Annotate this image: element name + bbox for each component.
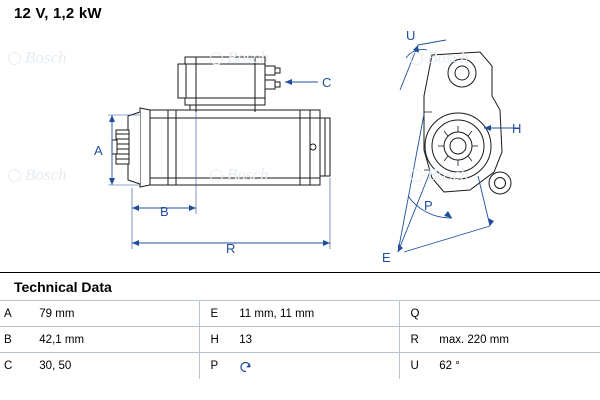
watermark-bosch: Bosch <box>210 48 269 68</box>
row-value-u: 62 ° <box>435 353 600 379</box>
bosch-logo-icon <box>210 52 223 65</box>
bosch-logo-icon <box>210 169 223 182</box>
row-value-e: 11 mm, 11 mm <box>235 301 400 327</box>
label-A: A <box>94 143 103 158</box>
row-key-p: P <box>200 353 235 379</box>
table-row <box>0 353 600 379</box>
row-key-e: E <box>200 301 235 327</box>
label-H: H <box>512 121 522 136</box>
technical-data-table <box>0 300 600 379</box>
row-key-c: C <box>0 353 35 379</box>
row-value-h: 13 <box>235 327 400 353</box>
page-title: 12 V, 1,2 kW <box>14 5 102 22</box>
row-value-a: 79 mm <box>35 301 200 327</box>
rotation-clockwise-icon <box>239 360 253 374</box>
row-key-u: U <box>400 353 435 379</box>
bosch-logo-icon <box>410 169 423 182</box>
label-U: U <box>406 28 416 43</box>
watermark-bosch: Bosch <box>8 165 67 185</box>
technical-data-section <box>0 272 600 379</box>
row-key-a: A <box>0 301 35 327</box>
row-value-q <box>435 301 600 327</box>
row-value-b: 42,1 mm <box>35 327 200 353</box>
row-key-r: R <box>400 327 435 353</box>
row-value-r: max. 220 mm <box>435 327 600 353</box>
row-key-h: H <box>200 327 235 353</box>
watermark-bosch: Bosch <box>410 165 469 185</box>
row-key-q: Q <box>400 301 435 327</box>
label-E: E <box>382 250 391 265</box>
row-value-p <box>235 353 400 379</box>
label-P: P <box>424 198 433 213</box>
row-value-c: 30, 50 <box>35 353 200 379</box>
label-B: B <box>160 204 169 219</box>
table-row <box>0 327 600 353</box>
bosch-logo-icon <box>8 169 21 182</box>
bosch-logo-icon <box>410 52 423 65</box>
label-R: R <box>226 241 236 256</box>
watermark-bosch: Bosch <box>8 48 67 68</box>
label-C: C <box>322 75 332 90</box>
row-key-b: B <box>0 327 35 353</box>
table-row <box>0 301 600 327</box>
watermark-bosch: Bosch <box>210 165 269 185</box>
technical-data-heading: Technical Data <box>14 279 112 295</box>
bosch-logo-icon <box>8 52 21 65</box>
watermark-bosch: Bosch <box>410 48 469 68</box>
